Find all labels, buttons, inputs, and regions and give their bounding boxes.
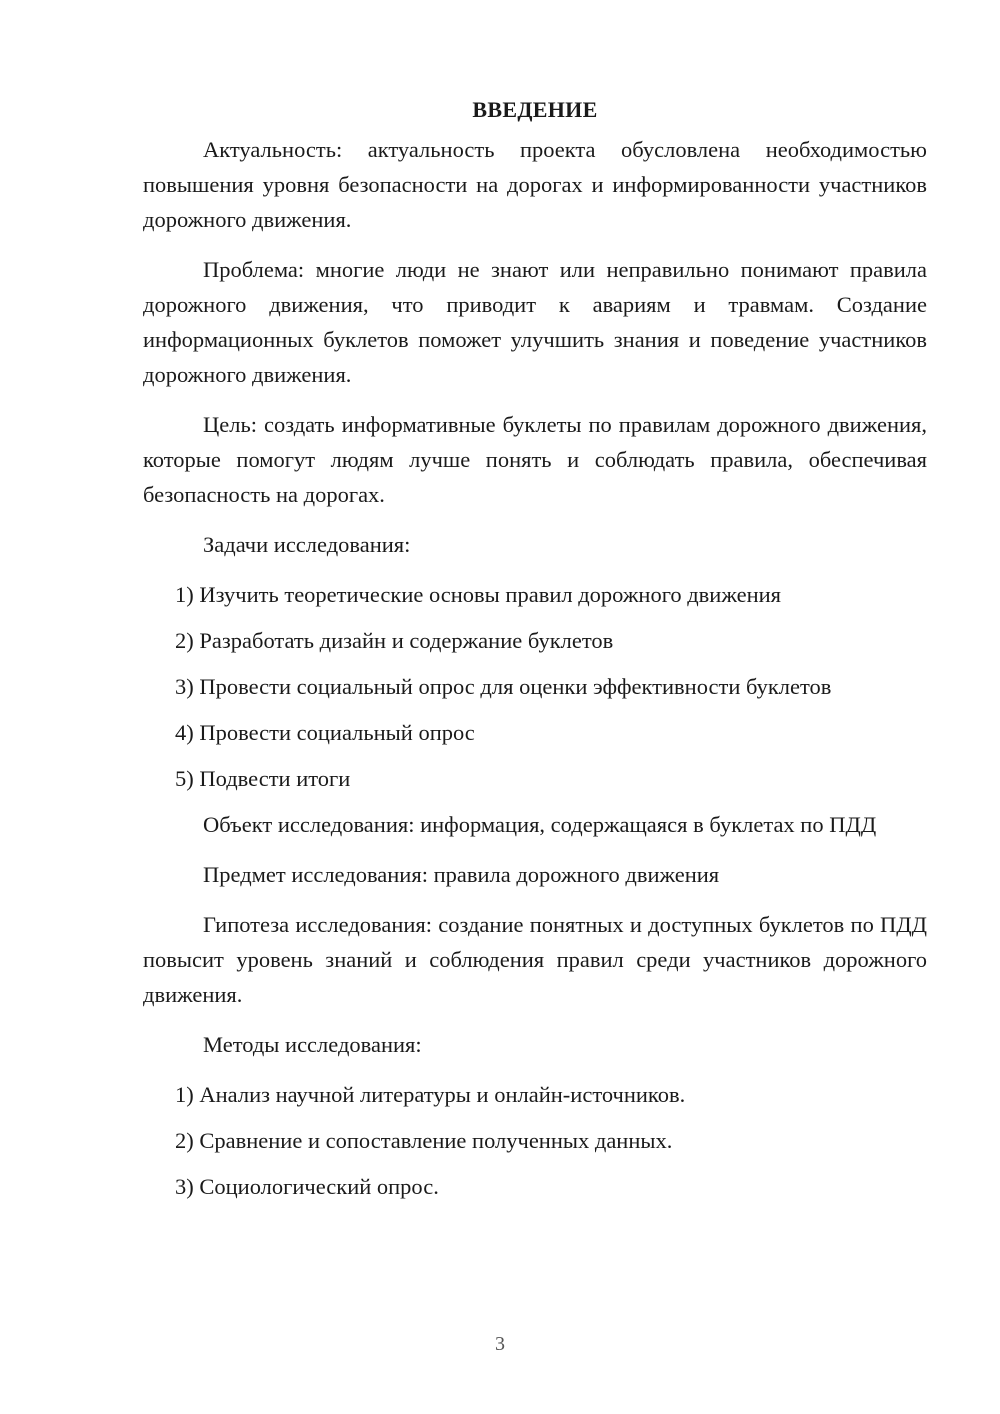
- goal-paragraph: Цель: создать информативные буклеты по правилам дорожного движения, которые помогут людям лучше понять и соблюдать правила, обеспечивая безопасность на дорогах.: [143, 412, 927, 507]
- task-item: 3) Провести социальный опрос для оценки эффективности буклетов: [175, 674, 832, 699]
- method-item: 2) Сравнение и сопоставление полученных данных.: [175, 1128, 673, 1153]
- task-item: 2) Разработать дизайн и содержание буклетов: [175, 628, 614, 653]
- task-item: 4) Провести социальный опрос: [175, 720, 475, 745]
- relevance-paragraph: Актуальность: актуальность проекта обусловлена необходимостью повышения уровня безопасности на дорогах и информированности участников дорожного движения.: [143, 137, 927, 232]
- tasks-heading: Задачи исследования:: [203, 532, 411, 557]
- subject-paragraph: Предмет исследования: правила дорожного движения: [203, 862, 720, 887]
- method-item: 3) Социологический опрос.: [175, 1174, 439, 1199]
- methods-list: [143, 1077, 927, 1204]
- problem-paragraph: Проблема: многие люди не знают или неправильно понимают правила дорожного движения, что приводит к авариям и травмам. Создание информационных буклетов поможет улучшить знания и поведение участников дорожного движения.: [143, 257, 927, 387]
- page-content: [143, 92, 927, 1215]
- hypothesis-paragraph: Гипотеза исследования: создание понятных и доступных буклетов по ПДД повысит уровень знаний и соблюдения правил среди участников дорожного движения.: [143, 912, 927, 1007]
- task-item: 5) Подвести итоги: [175, 766, 351, 791]
- methods-heading: Методы исследования:: [203, 1032, 422, 1057]
- tasks-list: [143, 577, 927, 796]
- page-number: 3: [495, 1333, 505, 1355]
- section-title: ВВЕДЕНИЕ: [472, 97, 598, 122]
- object-paragraph: Объект исследования: информация, содержащаяся в буклетах по ПДД: [203, 812, 877, 837]
- task-item: 1) Изучить теоретические основы правил дорожного движения: [175, 582, 782, 607]
- method-item: 1) Анализ научной литературы и онлайн-источников.: [175, 1082, 686, 1107]
